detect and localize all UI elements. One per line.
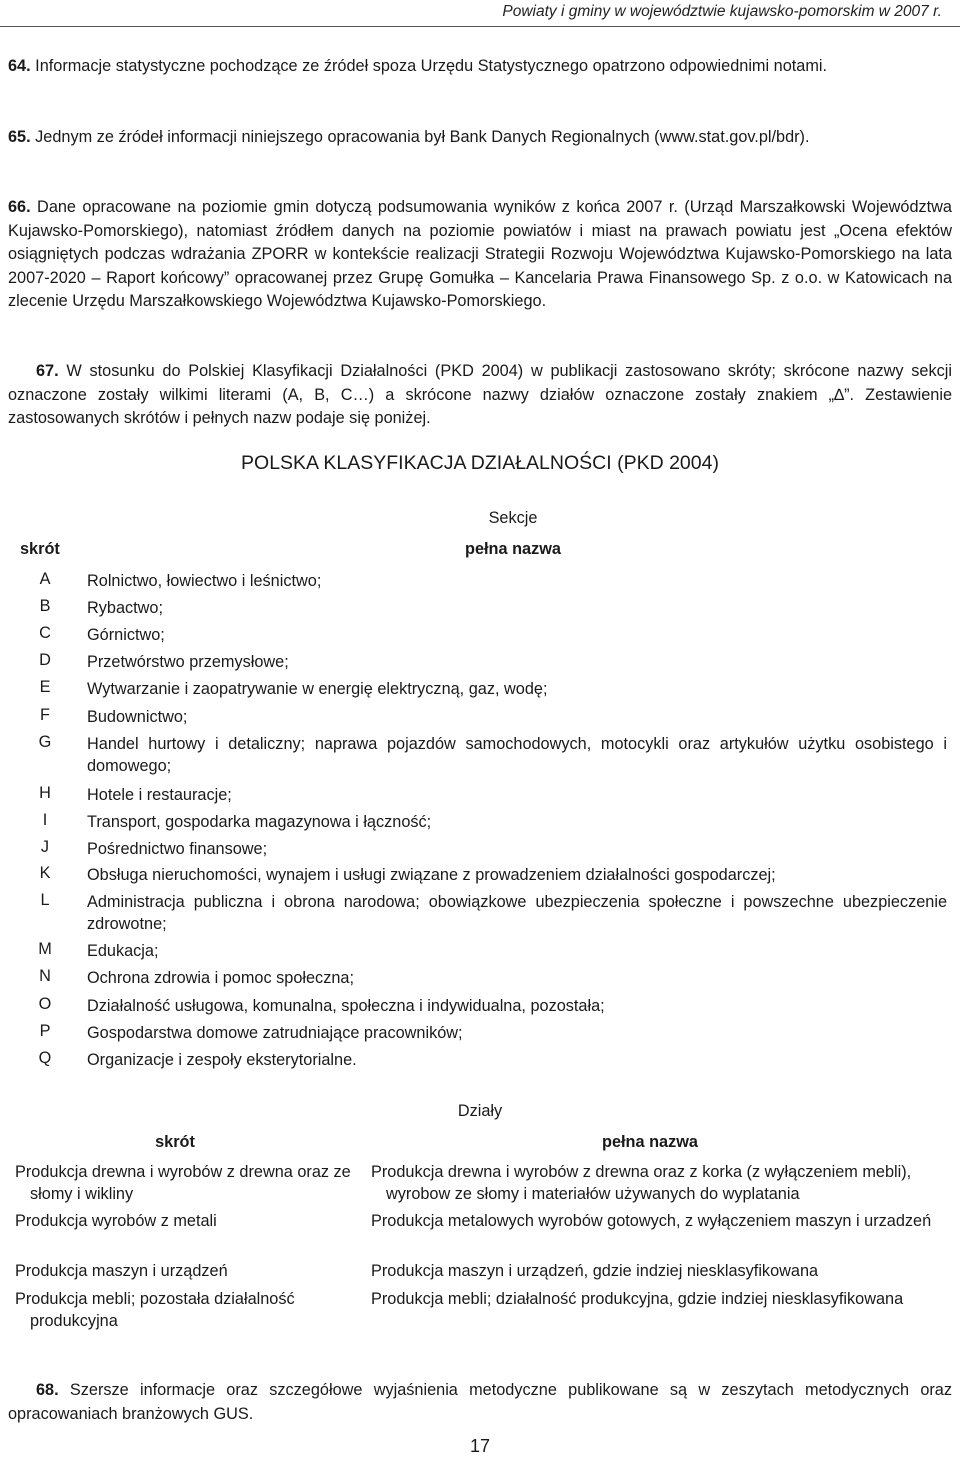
note-number: 65. [8, 128, 31, 146]
divisions-col-full: pełna nazwa [602, 1133, 698, 1151]
section-name: Edukacja; [87, 942, 159, 960]
divisions-heading: Działy [457, 1102, 503, 1120]
section-code: B [39, 597, 51, 615]
section-code: I [42, 811, 48, 829]
division-full-name: Produkcja mebli; działalność produkcyjna, gdzie indziej niesklasyfikowana [371, 1290, 904, 1308]
section-name: Organizacje i zespoły eksterytorialne. [87, 1051, 357, 1069]
section-name: Handel hurtowy i detaliczny; naprawa pojazdów samochodowych, motocykli oraz artykułów użytku osobistego i domowego; [87, 735, 947, 775]
note-number: 67. [36, 362, 59, 380]
note-68 [8, 1379, 952, 1426]
section-code: N [39, 967, 51, 985]
section-name: Obsługa nieruchomości, wynajem i usługi związane z prowadzeniem działalności gospodarczej; [87, 866, 776, 884]
division-full-name: Produkcja metalowych wyrobów gotowych, z wyłączeniem maszyn i urzadzeń [371, 1212, 932, 1230]
division-short-name: Produkcja maszyn i urządzeń [15, 1262, 228, 1280]
classification-title: POLSKA KLASYFIKACJA DZIAŁALNOŚCI (PKD 2004) [241, 452, 719, 474]
section-code: G [38, 733, 52, 751]
section-name: Transport, gospodarka magazynowa i łączność; [87, 813, 432, 831]
section-name: Rolnictwo, łowiectwo i leśnictwo; [87, 572, 322, 590]
division-short-name: Produkcja wyrobów z metali [15, 1212, 217, 1230]
section-code: J [40, 838, 50, 856]
divisions-col-short: skrót [155, 1133, 195, 1151]
note-66 [8, 196, 952, 314]
sections-col-full: pełna nazwa [465, 540, 561, 558]
section-code: M [38, 940, 52, 958]
section-code: P [39, 1022, 51, 1040]
sections-col-short: skrót [20, 540, 60, 558]
section-name: Administracja publiczna i obrona narodowa; obowiązkowe ubezpieczenia społeczne i powszechne ubezpieczenie zdrowotne; [87, 893, 947, 933]
note-number: 64. [8, 57, 31, 75]
division-full-name: Produkcja maszyn i urządzeń, gdzie indziej niesklasyfikowana [371, 1262, 819, 1280]
section-name: Rybactwo; [87, 599, 164, 617]
sections-heading: Sekcje [488, 509, 538, 527]
section-name: Przetwórstwo przemysłowe; [87, 653, 289, 671]
note-67 [8, 360, 952, 431]
note-number: 66. [8, 198, 31, 216]
section-name: Pośrednictwo finansowe; [87, 840, 268, 858]
section-code: Q [38, 1049, 52, 1067]
page-number: 17 [469, 1436, 491, 1456]
section-name: Działalność usługowa, komunalna, społeczna i indywidualna, pozostała; [87, 997, 605, 1015]
section-code: K [39, 864, 51, 882]
section-name: Budownictwo; [87, 708, 188, 726]
note-text: W stosunku do Polskiej Klasyfikacji Działalności (PKD 2004) w publikacji zastosowano skróty; skrócone nazwy sekcji oznaczone zostały wilkimi literami (A, B, C…) a skrócone nazwy działów oznaczone zostały znakiem „∆”. Zestawienie zastosowanych skrótów i pełnych nazw podaje się poniżej. [8, 362, 952, 427]
section-code: A [39, 570, 51, 588]
section-name: Ochrona zdrowia i pomoc społeczna; [87, 969, 354, 987]
note-text: Jednym ze źródeł informacji niniejszego opracowania był Bank Danych Regionalnych (www.stat.gov.pl/bdr). [30, 128, 810, 146]
division-short-name: Produkcja drewna i wyrobów z drewna oraz ze słomy i wikliny [15, 1163, 351, 1203]
section-code: C [39, 624, 51, 642]
note-text: Szersze informacje oraz szczegółowe wyjaśnienia metodyczne publikowane są w zeszytach metodycznych oraz opracowaniach branżowych GUS. [8, 1381, 952, 1423]
note-text: Informacje statystyczne pochodzące ze źródeł spoza Urzędu Statystycznego opatrzono odpowiednimi notami. [30, 57, 828, 75]
note-text: Dane opracowane na poziomie gmin dotyczą podsumowania wyników z końca 2007 r. (Urząd Marszałkowski Województwa Kujawsko-Pomorskiego), natomiast źródłem danych na poziomie powiatów i miast na prawach powiatu jest „Ocena efektów osiągniętych podczas wdrażania ZPORR w kontekście realizacji Strategii Rozwoju Województwa Kujawsko-Pomorskiego na lata 2007-2020 – Raport końcowy” opracowanej przez Grupę Gomułka – Kancelaria Prawa Finansowego Sp. z o.o. w Katowicach na zlecenie Urzędu Marszałkowskiego Województwa Kujawsko-Pomorskiego. [8, 198, 952, 310]
section-code: H [39, 784, 51, 802]
section-name: Górnictwo; [87, 626, 165, 644]
section-code: E [39, 678, 51, 696]
section-code: D [39, 651, 51, 669]
division-short-name: Produkcja mebli; pozostała działalność produkcyjna [15, 1290, 295, 1330]
section-name: Gospodarstwa domowe zatrudniające pracowników; [87, 1024, 463, 1042]
section-code: O [38, 995, 52, 1013]
note-number: 68. [36, 1381, 59, 1399]
note-64 [8, 55, 952, 79]
page-header [0, 0, 960, 27]
division-full-name: Produkcja drewna i wyrobów z drewna oraz z korka (z wyłączeniem mebli), wyrobow ze słomy i materiałów używanych do wyplatania [371, 1163, 912, 1203]
note-65 [8, 126, 952, 150]
section-code: L [40, 891, 50, 909]
header-title: Powiaty i gminy w województwie kujawsko-pomorskim w 2007 r. [502, 3, 942, 20]
section-name: Hotele i restauracje; [87, 786, 232, 804]
section-code: F [40, 706, 50, 724]
section-name: Wytwarzanie i zaopatrywanie w energię elektryczną, gaz, wodę; [87, 680, 548, 698]
